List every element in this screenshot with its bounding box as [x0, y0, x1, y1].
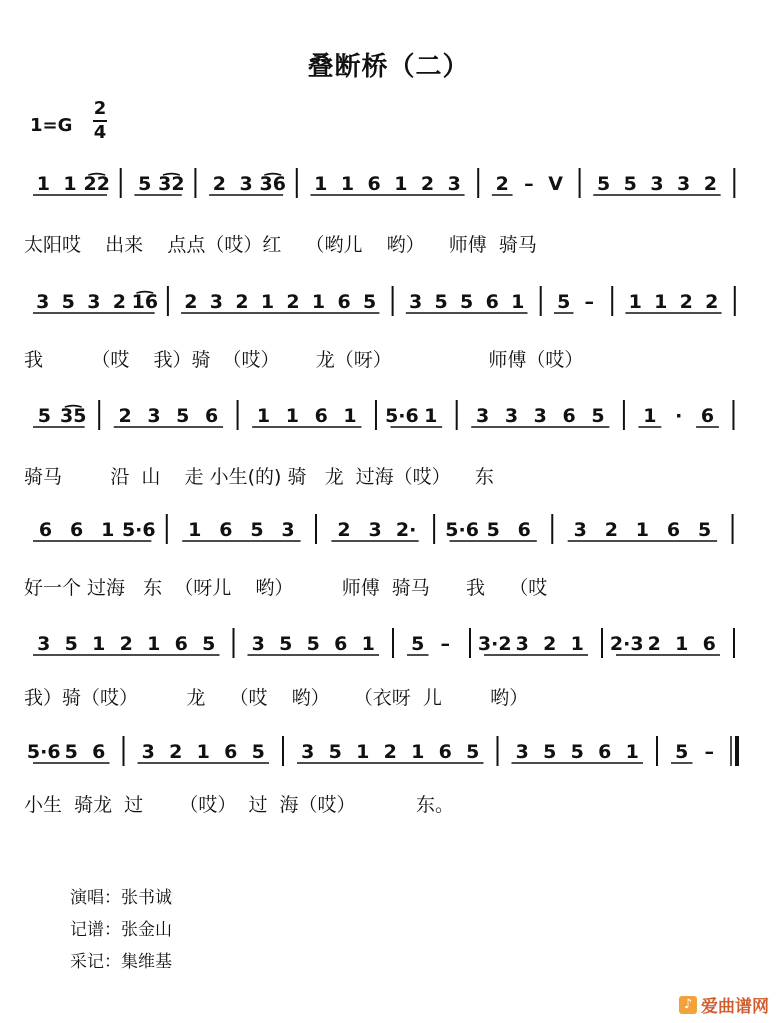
note: 2	[543, 633, 557, 655]
note: 5	[306, 633, 320, 655]
note: 1	[424, 405, 438, 427]
note: 5	[363, 291, 377, 313]
note: 3	[37, 633, 51, 655]
note: 3	[239, 173, 253, 195]
note: 5	[675, 741, 689, 763]
watermark-text: 爱曲谱网	[701, 997, 769, 1017]
note: 6	[700, 405, 715, 427]
note: 1	[92, 633, 106, 655]
note: 3͡5	[60, 405, 87, 427]
note: 3	[368, 519, 382, 541]
lyric-line-1: 太阳哎 出来 点点（哎）红 （哟儿 哟） 师傅 骑马	[24, 234, 537, 256]
note: 3	[251, 633, 265, 655]
note: 6	[205, 405, 219, 427]
note: 1	[675, 633, 689, 655]
note: 2	[679, 291, 693, 313]
note: 1	[361, 633, 375, 655]
note: 2	[169, 741, 183, 763]
note: 6	[666, 519, 681, 541]
note: 6	[70, 519, 84, 541]
note: 6	[174, 633, 188, 655]
note: 2	[647, 633, 661, 655]
note: 3·2	[477, 633, 512, 655]
note: 5	[557, 291, 571, 313]
note: 2	[118, 405, 132, 427]
note: 1	[635, 519, 650, 541]
note: 6	[438, 741, 452, 763]
note: 1	[394, 173, 408, 195]
note: 3	[36, 291, 50, 313]
note: 5	[37, 405, 52, 427]
note: 5	[570, 741, 584, 763]
note: 3	[573, 519, 587, 541]
note: 3	[147, 405, 161, 427]
lyric-line-4: 好一个 过海 东 （呀儿 哟） 师傅 骑马 我 （哎	[24, 577, 548, 599]
note: 1	[643, 405, 657, 427]
note: 2͡2	[83, 173, 110, 195]
credit-collector: 采记：集维基	[70, 952, 172, 972]
lyric-line-6: 小生 骑龙 过 （哎） 过 海（哎） 东。	[24, 794, 454, 816]
note: 3	[301, 741, 315, 763]
note: 2	[705, 291, 719, 313]
note: 1	[188, 519, 202, 541]
note: 5	[486, 519, 500, 541]
note: 3	[476, 405, 490, 427]
note: 6	[485, 291, 499, 313]
note: 2	[184, 291, 198, 313]
site-watermark	[679, 992, 769, 1017]
note: 1	[343, 405, 357, 427]
note: 2·	[395, 519, 417, 541]
note: 3	[281, 519, 295, 541]
song-title: 叠断桥（二）	[307, 52, 470, 82]
note: 1͡6	[131, 291, 159, 313]
note: 3	[515, 741, 529, 763]
note: 5	[591, 405, 605, 427]
note: –	[524, 173, 534, 195]
lyric-line-3: 骑马 沿 山 走 小生(的) 骑 龙 过海（哎） 东	[24, 466, 494, 488]
note: 2	[420, 173, 435, 195]
note: 1	[411, 741, 425, 763]
note: 3͡2	[158, 173, 185, 195]
note: 1	[147, 633, 161, 655]
note: 5	[596, 173, 611, 195]
credits	[70, 882, 172, 978]
lyric-line-2: 我 （哎 我）骑 （哎） 龙（呀） 师傅（哎）	[24, 349, 584, 371]
note: 5·6	[385, 405, 419, 427]
note: 2	[337, 519, 351, 541]
note: 5	[466, 741, 480, 763]
note: 1	[256, 405, 271, 427]
key-signature: 1=G	[30, 115, 73, 136]
note: 5	[697, 519, 712, 541]
note: 6	[598, 741, 612, 763]
note: 6	[92, 741, 106, 763]
note: ·	[675, 405, 683, 427]
note: 5·6	[26, 741, 61, 763]
note: 1	[625, 741, 639, 763]
note: 3	[533, 405, 547, 427]
note: 6	[224, 741, 238, 763]
note: 2	[235, 291, 249, 313]
note: 1	[260, 291, 275, 313]
note: –	[584, 291, 594, 313]
note: 6	[219, 519, 233, 541]
note: 1	[101, 519, 115, 541]
note: 1	[511, 291, 525, 313]
note: 6	[367, 173, 381, 195]
note: 6	[334, 633, 348, 655]
note: 1	[311, 291, 326, 313]
note: 1	[314, 173, 328, 195]
note: 6	[562, 405, 576, 427]
note: 6	[702, 633, 716, 655]
note: 3	[408, 291, 423, 313]
note: 2	[119, 633, 133, 655]
note: 6	[38, 519, 53, 541]
note: 3	[209, 291, 224, 313]
note: 3	[141, 741, 155, 763]
note: 1	[36, 173, 50, 195]
note: 5	[251, 741, 265, 763]
note: 5	[328, 741, 342, 763]
note: 5	[250, 519, 264, 541]
note: 2	[286, 291, 300, 313]
note: 5·6	[121, 519, 156, 541]
note: 1	[570, 633, 584, 655]
note: 1	[196, 741, 210, 763]
note: 3	[447, 173, 461, 195]
note: 5	[411, 633, 425, 655]
note: 1	[356, 741, 370, 763]
note: 1	[628, 291, 642, 313]
note: 3͡6	[259, 173, 287, 195]
lyric-line-5: 我）骑（哎） 龙 （哎 哟） （衣呀 儿 哟）	[24, 687, 529, 709]
note: 3	[87, 291, 101, 313]
note: 3	[504, 405, 519, 427]
note: 3	[515, 633, 529, 655]
credit-singer: 演唱：张书诚	[70, 888, 172, 908]
note: 1	[340, 173, 355, 195]
note: 5	[623, 173, 637, 195]
credit-transcriber: 记谱：张金山	[70, 920, 172, 940]
note: 5	[176, 405, 190, 427]
note: 5	[434, 291, 448, 313]
note: 2	[212, 173, 227, 195]
note: 2	[383, 741, 397, 763]
note: 5·6	[445, 519, 479, 541]
note: 5	[64, 633, 78, 655]
note: 2	[495, 173, 509, 195]
meter-bottom: 4	[93, 122, 107, 143]
note: 6	[314, 405, 328, 427]
note: 5	[202, 633, 216, 655]
time-signature	[92, 98, 108, 144]
note: 2·3	[609, 633, 644, 655]
note: V	[548, 173, 563, 195]
note: 5	[543, 741, 557, 763]
note: 3	[650, 173, 664, 195]
note: 6	[517, 519, 531, 541]
note: 2	[703, 173, 717, 195]
note: 5	[279, 633, 293, 655]
note: 2	[604, 519, 618, 541]
note: 1	[63, 173, 77, 195]
note: 2	[112, 291, 126, 313]
note: –	[704, 741, 714, 763]
meter-top: 2	[93, 98, 107, 119]
note: 6	[337, 291, 351, 313]
note: 5	[61, 291, 75, 313]
note: –	[440, 633, 450, 655]
music-note-icon: ♪	[679, 996, 697, 1014]
note: 5	[460, 291, 474, 313]
note: 1	[285, 405, 299, 427]
note: 3	[677, 173, 691, 195]
note: 5	[64, 741, 78, 763]
note: 5	[138, 173, 152, 195]
note: 1	[654, 291, 668, 313]
jianpu-score	[0, 160, 777, 820]
